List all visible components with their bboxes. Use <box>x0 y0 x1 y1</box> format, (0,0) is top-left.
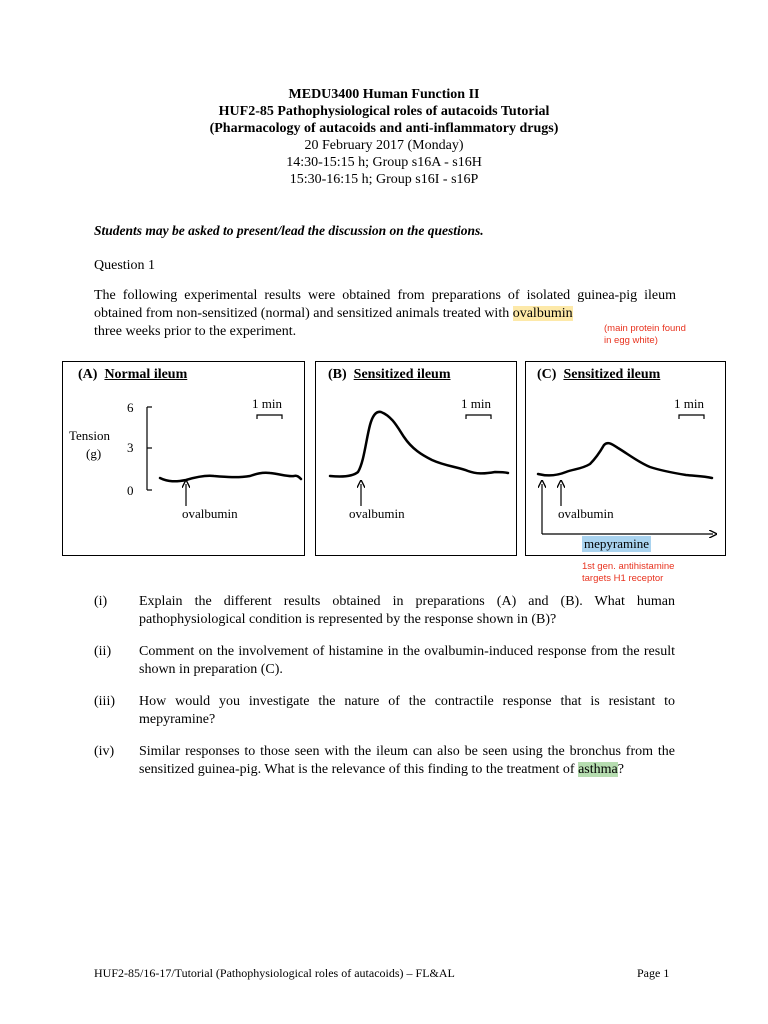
question-ii-text: Comment on the involvement of histamine in the ovalbumin-induced response from the result shown in preparation (C). <box>139 644 675 677</box>
question-iv-text <box>139 743 675 779</box>
mepyramine-label: mepyramine <box>584 536 649 551</box>
asthma-highlight: asthma <box>578 762 618 777</box>
panel-b-name: Sensitized ileum <box>353 367 451 382</box>
session-2: 15:30-16:15 h; Group s16I - s16P <box>289 172 479 187</box>
axis-label-unit: (g) <box>86 446 102 461</box>
panel-c-name: Sensitized ileum <box>563 367 661 382</box>
panel-a-scale-bar <box>257 415 282 419</box>
ovalbumin-annotation-line-2: in egg white) <box>604 335 658 346</box>
question-i-text: Explain the different results obtained in preparations (A) and (B). What human pathophysiological condition is represented by the response shown in (B)? <box>139 594 675 627</box>
axis-label-tension: Tension <box>69 428 110 443</box>
panel-c-scale-bar <box>679 415 704 419</box>
question-iii-text: How would you investigate the nature of the contractile response that is resistant to mepyramine? <box>139 694 675 727</box>
axis-tick-3: 3 <box>127 440 134 455</box>
panel-a-time-label: 1 min <box>252 396 282 411</box>
session-1: 14:30-15:15 h; Group s16A - s16H <box>286 155 482 170</box>
question-ii-number: (ii) <box>94 644 112 659</box>
panel-c-letter: (C) <box>537 367 557 382</box>
axis-tick-0: 0 <box>127 483 134 498</box>
ovalbumin-highlight: ovalbumin <box>512 306 573 321</box>
footer-left: HUF2-85/16-17/Tutorial (Pathophysiological roles of autacoids) – FL&AL <box>94 966 455 980</box>
panel-a-name: Normal ileum <box>104 367 188 382</box>
panel-b-scale-bar <box>466 415 491 419</box>
instruction-note: Students may be asked to present/lead the discussion on the questions. <box>94 223 484 238</box>
mepyramine-annotation-line-2: targets H1 receptor <box>582 573 664 584</box>
panel-b-letter: (B) <box>328 367 347 382</box>
intro-text-1: The following experimental results were obtained from preparations of isolated guinea-pig ileum obtained from non-sensitized (normal) and sensitized animals treated with <box>94 288 676 321</box>
question-title: Question 1 <box>94 258 156 273</box>
question-i-number: (i) <box>94 594 108 609</box>
panel-b-trace <box>330 412 508 477</box>
axis-tick-6: 6 <box>127 400 134 415</box>
panel-a-trace <box>160 473 301 482</box>
mepyramine-annotation-line-1: 1st gen. antihistamine <box>582 561 675 572</box>
tutorial-title: HUF2-85 Pathophysiological roles of autacoids Tutorial <box>218 104 550 119</box>
question-iv-number: (iv) <box>94 744 115 759</box>
intro-text-2: three weeks prior to the experiment. <box>94 324 297 339</box>
panel-b-time-label: 1 min <box>461 396 491 411</box>
panel-c-time-label: 1 min <box>674 396 704 411</box>
footer-page-number: Page 1 <box>637 966 670 980</box>
panel-a-letter: (A) <box>78 367 98 382</box>
question-iv-text-a: Similar responses to those seen with the ileum can also be seen using the bronchus from the sensitized guinea-pig. What is the relevance of this finding to the treatment of <box>139 744 675 777</box>
ovalbumin-annotation-line-1: (main protein found <box>604 323 686 334</box>
course-title: MEDU3400 Human Function II <box>288 87 480 102</box>
tutorial-date: 20 February 2017 (Monday) <box>304 138 464 153</box>
panel-b-drug-label: ovalbumin <box>349 506 405 521</box>
tutorial-subtitle: (Pharmacology of autacoids and anti-inflammatory drugs) <box>209 121 559 136</box>
panel-c-drug-label: ovalbumin <box>558 506 614 521</box>
question-iv-text-b: ? <box>617 762 624 777</box>
panel-a-drug-label: ovalbumin <box>182 506 238 521</box>
question-iii-number: (iii) <box>94 694 115 709</box>
panel-c-trace <box>538 443 712 478</box>
panel-a-axis <box>147 407 152 490</box>
